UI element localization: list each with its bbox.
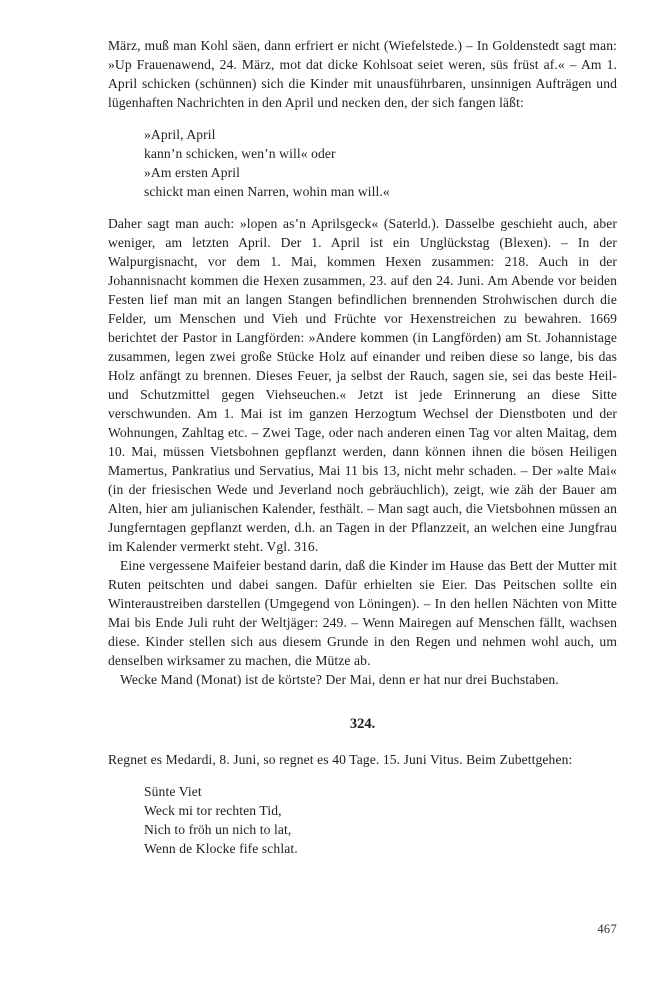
verse-line: Nich to fröh un nich to lat, — [144, 822, 292, 837]
verse-line: Weck mi tor rechten Tid, — [144, 803, 282, 818]
body-paragraph-aprilsgeck-mai: Daher sagt man auch: »lopen as’n Aprilsgeck« (Saterld.). Dasselbe geschieht auch, aber weniger, am letzten April. Der 1. April ist ein Unglückstag (Blexen). – In der Walpurgisnacht, vor dem 1. Mai, kommen Hexen zusammen: 218. Auch in der Johannisnacht kommen die Hexen zusammen, 23. auf den 24. Juni. Am Abende vor beiden Festen lief man mit an langen Stangen befindlichen brennenden Strohwischen durch die Felder, um Menschen und Vieh und Früchte vor Hexenstreichen zu bewahren. 1669 berichtet der Pastor in Langförden: »Andere kommen (in Langförden) am St. Johannistage zusammen, legen zwei große Stücke Holz auf einander und reiben diese so lange, bis das Holz anfängt zu brennen. Dieses Feuer, ja selbst der Rauch, sagen sie, sei das beste Heil- und Schutzmittel gegen Viehseuchen.« Jetzt ist jede Erinnerung an diese Sitte verschwunden. Am 1. Mai ist im ganzen Herzogtum Wechsel der Dienstboten und der Wohnungen, Zahltag etc. – Zwei Tage, oder nach anderen einen Tag vor alten Maitag, dem 10. Mai, müssen Vietsbohnen gepflanzt werden, dann können ihnen die bösen Heiligen Mamertus, Pankratius und Servatius, Mai 11 bis 13, nicht mehr schaden. – Der »alte Mai« (in der friesischen Wede und Jeverland noch gebräuchlich), zeigt, wie zäh der Bauer am Alten, hier am julianischen Kalender, festhält. – Man sagt auch, die Vietsbohnen müssen an Jungferntagen gepflanzt werden, d.h. an Tagen in der Pflanzzeit, an welchen eine Jungfrau im Kalender vermerkt steht. Vgl. 316. — [108, 216, 617, 554]
verse-line: »Am ersten April — [144, 165, 240, 180]
verse-block-april — [144, 125, 617, 201]
verse-block-suente-viet — [144, 782, 617, 858]
verse-line: Wenn de Klocke fife schlat. — [144, 841, 298, 856]
section-number-heading: 324. — [349, 716, 376, 732]
verse-line: Sünte Viet — [144, 784, 202, 799]
body-paragraph-medardi: Regnet es Medardi, 8. Juni, so regnet es 40 Tage. 15. Juni Vitus. Beim Zubettgehen: — [108, 752, 573, 767]
body-paragraph-wecke-mand: Wecke Mand (Monat) ist de körtste? Der Mai, denn er hat nur drei Buchstaben. — [120, 672, 559, 687]
page-number: 467 — [597, 922, 617, 936]
verse-line: »April, April — [144, 127, 216, 142]
body-paragraph-march-april: März, muß man Kohl säen, dann erfriert er nicht (Wiefelstede.) – In Goldenstedt sagt man: »Up Frauenawend, 24. März, mot dat dicke Kohlsoat seiet weren, süs früst af.« – Am 1. April schicken (schünnen) sich die Kinder mit unausführbaren, unsinnigen Aufträgen und lügenhaften Nachrichten in den April und necken den, der sich fangen läßt: — [108, 38, 617, 110]
body-paragraph-maifeier: Eine vergessene Maifeier bestand darin, daß die Kinder im Hause das Bett der Mutter mit Ruten peitschten und dabei sangen. Dafür erhielten sie Eier. Das Peitschen sollte ein Winteraustreiben darstellen (Umgegend von Löningen). – In den hellen Nächten von Mitte Mai bis Ende Juli ruht der Weltjäger: 249. – Wenn Mairegen auf Menschen fällt, wachsen diese. Kinder stellen sich aus diesem Grunde in den Regen und nehmen wohl auch, um denselben wirksamer zu machen, die Mütze ab. — [108, 558, 617, 668]
verse-line: schickt man einen Narren, wohin man will.« — [144, 184, 390, 199]
verse-line: kann’n schicken, wen’n will« oder — [144, 146, 336, 161]
text-column — [108, 36, 617, 871]
